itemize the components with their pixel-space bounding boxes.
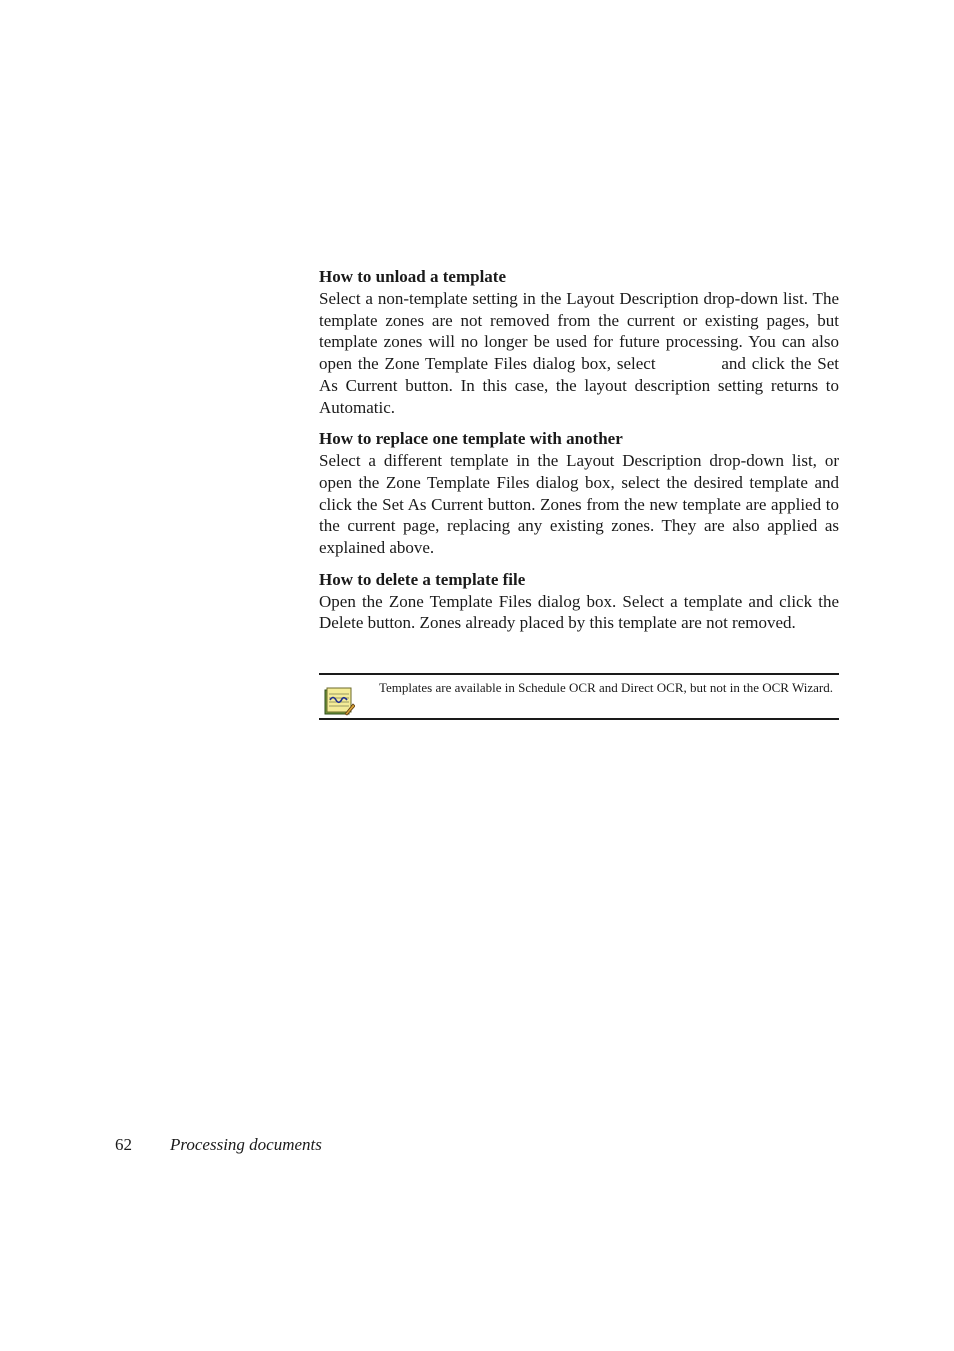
page-number: 62 xyxy=(115,1135,132,1154)
section-unload-template xyxy=(319,266,839,418)
main-content xyxy=(319,266,839,644)
section-heading: How to unload a template xyxy=(319,267,506,286)
note-pad-icon xyxy=(323,684,355,716)
section-body: Open the Zone Template Files dialog box. Select a template and click the Delete button. Zones already placed by this template are not removed. xyxy=(319,591,839,633)
section-body xyxy=(319,288,839,418)
section-body-part: and click the Set As Current button. In this case, the layout description setting returns to Automatic. xyxy=(319,354,840,417)
section-heading: How to delete a template file xyxy=(319,569,526,589)
section-delete-template xyxy=(319,569,839,634)
note-text: Templates are available in Schedule OCR and Direct OCR, but not in the OCR Wizard. xyxy=(379,680,833,695)
section-body: Select a different template in the Layout Description drop-down list, or open the Zone Template Files dialog box, select the desired template and click the Set As Current button. Zones from the new template are applied to the current page, replacing any existing zones. They are also applied as explained above. xyxy=(319,451,839,558)
section-replace-template xyxy=(319,428,839,559)
note-box xyxy=(319,673,839,720)
section-body-part: Select a non-template setting in the Layout Description drop-down list. The template zones are not removed from the current or existing pages, but template zones will no longer be used for future processing. You can also open the Zone Template Files dialog box, select xyxy=(319,289,839,374)
page-footer xyxy=(115,1134,322,1156)
chapter-title: Processing documents xyxy=(170,1135,322,1154)
section-heading: How to replace one template with another xyxy=(319,429,623,449)
